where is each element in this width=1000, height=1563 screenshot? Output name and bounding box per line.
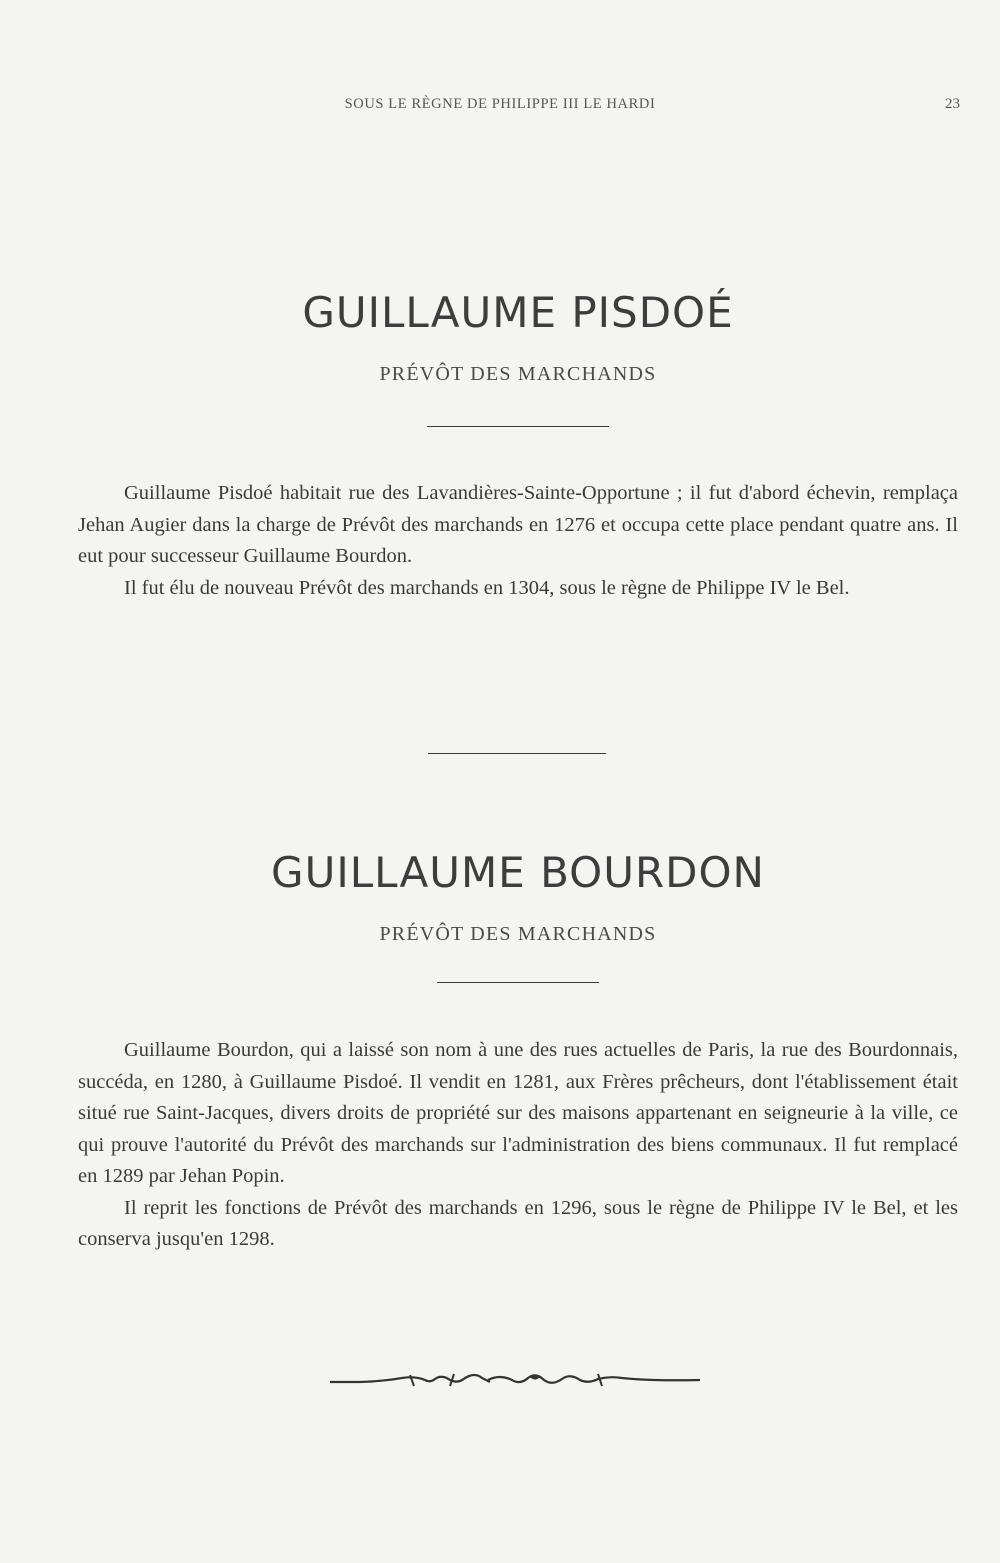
section-guillaume-bourdon <box>78 848 958 1256</box>
section-body <box>78 478 958 604</box>
title-rule <box>437 982 599 983</box>
section-title: GUILLAUME BOURDON <box>271 848 765 897</box>
page-number: 23 <box>945 96 960 112</box>
section-subtitle: PRÉVÔT DES MARCHANDS <box>379 363 657 385</box>
section-guillaume-pisdoe <box>78 288 958 604</box>
tailpiece-flourish-icon <box>330 1360 700 1400</box>
title-rule <box>427 426 609 427</box>
paragraph: Guillaume Pisdoé habitait rue des Lavandières-Sainte-Opportune ; il fut d'abord échevin, remplaça Jehan Augier dans la charge de Prévôt des marchands en 1276 et occupa cette place pendant quatre ans. Il eut pour successeur Guillaume Bourdon. <box>78 482 958 567</box>
running-title: SOUS LE RÈGNE DE PHILIPPE III LE HARDI <box>344 96 656 112</box>
paragraph: Il fut élu de nouveau Prévôt des marchands en 1304, sous le règne de Philippe IV le Bel. <box>124 576 850 599</box>
section-title: GUILLAUME PISDOÉ <box>302 288 734 337</box>
section-separator <box>428 753 606 754</box>
section-body <box>78 1035 958 1256</box>
section-subtitle: PRÉVÔT DES MARCHANDS <box>379 923 657 945</box>
paragraph: Guillaume Bourdon, qui a laissé son nom à une des rues actuelles de Paris, la rue des Bourdonnais, succéda, en 1280, à Guillaume Pisdoé. Il vendit en 1281, aux Frères prêcheurs, dont l'établissement était situé rue Saint-Jacques, divers droits de propriété sur des maisons appartenant en seigneurie à la ville, ce qui prouve l'autorité du Prévôt des marchands sur l'administration des biens communaux. Il fut remplacé en 1289 par Jehan Popin. <box>78 1039 958 1187</box>
paragraph: Il reprit les fonctions de Prévôt des marchands en 1296, sous le règne de Philippe IV le Bel, et les conserva jusqu'en 1298. <box>78 1196 958 1250</box>
running-head <box>0 96 1000 120</box>
